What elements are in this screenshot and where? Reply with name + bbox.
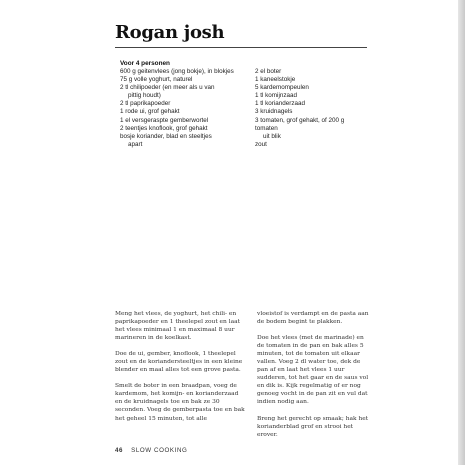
method-paragraph: vloeistof is verdampt en de pasta aan de bodem begint te plakken. (257, 311, 369, 326)
page-edge (458, 0, 465, 465)
ingredient-item: 75 g volle yoghurt, naturel (120, 76, 193, 84)
page-footer (115, 447, 187, 454)
method-paragraph: Meng het vlees, de yoghurt, het chili- en paprikapoeder en 1 theelepel zout en laat het vlees minimaal 1 en maximaal 8 uur marineren in de koelkast. (115, 311, 240, 342)
ingredient-item: zout (255, 140, 267, 148)
method-column-right (257, 310, 372, 447)
ingredient-item: 2 tl chilipoeder (en meer als u van pittig houdt) (120, 84, 215, 100)
ingredient-item: 1 tl komijnzaad (255, 92, 297, 100)
method-paragraph: Doe het vlees (met de marinade) en de tomaten in de pan en bak alles 5 minuten, tot de tomaten uit elkaar vallen. Voeg 2 dl water toe, dek de pan af en laat het vlees 1 uur sudderen, tot het gaar en de saus vol en dik is. Kijk regelmatig of er nog genoeg vocht in de pan zit en vul dat indien nodig aan. (257, 335, 369, 406)
method-column-left (115, 310, 247, 431)
ingredient-item: 2 teentjes knoflook, grof gehakt (120, 124, 208, 132)
ingredient-item: 3 tomaten, grof gehakt, of 200 g tomaten uit blik (255, 116, 345, 140)
ingredient-item: 2 tl paprikapoeder (120, 100, 171, 108)
recipe-title: Rogan josh (115, 22, 225, 43)
ingredient-item: 1 el versgeraspte gemberwortel (120, 116, 209, 124)
servings-label: Voor 4 personen (120, 60, 170, 67)
page-number: 46 (115, 447, 124, 454)
ingredients-list-right (255, 68, 367, 149)
method-paragraph: Breng het gerecht op smaak; hak het korianderblad grof en strooi het erover. (257, 415, 369, 438)
ingredient-item: 5 kardemompeulen (255, 84, 309, 92)
method-paragraph: Doe de ui, gember, knoflook, 1 theelepel zout en de koriandersteeltjes in een kleine blender en maal alles tot een grove pasta. (115, 351, 243, 374)
ingredient-item: 1 rode ui, grof gehakt (120, 108, 180, 116)
title-rule (115, 47, 367, 48)
method-paragraph: Smelt de boter in een braadpan, voeg de kardemom, het komijn- en korianderzaad en de kruidnagels toe en bak ze 30 seconden. Voeg de gemberpasta toe en bak het geheel 15 minuten, tot alle (115, 383, 245, 422)
ingredient-item: 2 el boter (255, 68, 282, 75)
ingredient-item: 1 tl korianderzaad (255, 100, 306, 108)
ingredient-item: bosje koriander, blad en steeltjes apart (120, 132, 212, 148)
ingredient-item: 600 g geitenvlees (jong bokje), in blokjes (120, 68, 234, 75)
section-title: SLOW COOKING (131, 447, 188, 454)
ingredient-item: 1 kaneelstokje (255, 76, 296, 84)
ingredient-item: 3 kruidnagels (255, 108, 293, 116)
ingredients-list-left (120, 68, 250, 149)
